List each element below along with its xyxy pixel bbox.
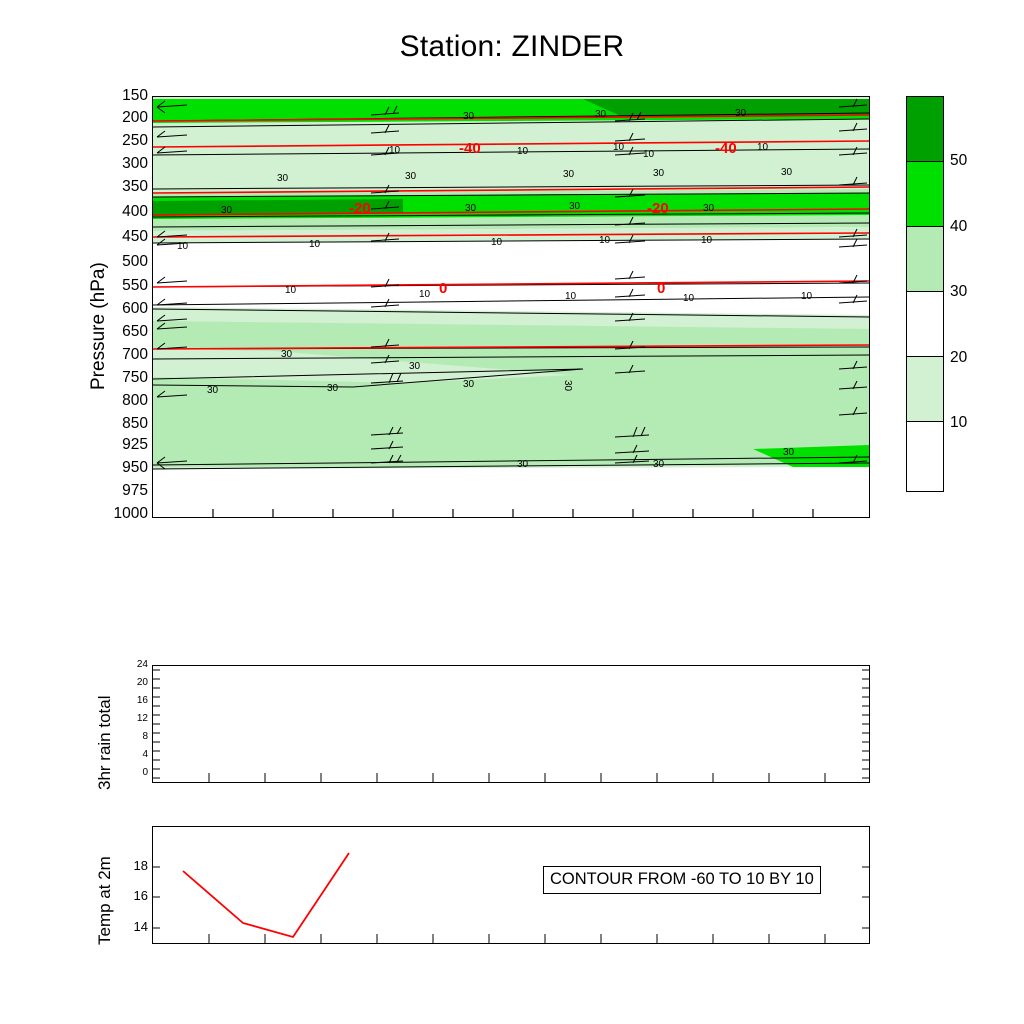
contour-note: CONTOUR FROM -60 TO 10 BY 10: [543, 866, 821, 894]
svg-text:10: 10: [491, 237, 503, 248]
svg-text:30: 30: [327, 383, 339, 394]
page-title: Station: ZINDER: [399, 30, 625, 63]
svg-text:-20: -20: [647, 200, 669, 217]
svg-text:0: 0: [439, 280, 448, 297]
svg-text:10: 10: [285, 285, 297, 296]
svg-text:30: 30: [463, 111, 475, 122]
svg-text:30: 30: [569, 201, 581, 212]
temp-tick-labels: [104, 826, 148, 944]
ytick-350: 350: [122, 178, 148, 195]
rain-ytick-20: 20: [136, 677, 148, 688]
colorbar-cell-below-10: [907, 422, 943, 491]
colorbar-cell-above-50: [907, 97, 943, 162]
svg-text:30: 30: [409, 361, 421, 372]
humidity-colorbar[interactable]: [906, 96, 944, 492]
svg-text:30: 30: [465, 203, 477, 214]
svg-text:10: 10: [309, 239, 321, 250]
colorbar-label-10: 10: [950, 414, 968, 431]
svg-text:10: 10: [701, 235, 713, 246]
colorbar-cell-40-50: [907, 162, 943, 227]
ytick-925: 925: [122, 436, 148, 453]
ytick-850: 850: [122, 415, 148, 432]
colorbar-label-40: 40: [950, 218, 968, 235]
svg-text:30: 30: [221, 205, 233, 216]
svg-text:30: 30: [653, 459, 665, 470]
ytick-600: 600: [122, 300, 148, 317]
ytick-450: 450: [122, 228, 148, 245]
rain-ytick-24: 24: [136, 659, 148, 670]
svg-text:-40: -40: [459, 140, 481, 157]
ytick-200: 200: [122, 109, 148, 126]
svg-text:10: 10: [419, 289, 431, 300]
svg-text:30: 30: [783, 447, 795, 458]
svg-text:30: 30: [653, 168, 665, 179]
ytick-550: 550: [122, 277, 148, 294]
rain-ytick-16: 16: [136, 695, 148, 706]
svg-text:30: 30: [207, 385, 219, 396]
svg-text:10: 10: [757, 142, 769, 153]
rain-total-plot[interactable]: [152, 665, 870, 783]
colorbar-label-30: 30: [950, 283, 968, 300]
svg-text:30: 30: [735, 108, 747, 119]
svg-text:30: 30: [405, 171, 417, 182]
svg-text:0: 0: [657, 280, 666, 297]
svg-text:30: 30: [277, 173, 289, 184]
temp-ytick-18: 18: [133, 858, 148, 873]
svg-text:-40: -40: [715, 140, 737, 157]
colorbar-cell-10-20: [907, 357, 943, 422]
pressure-tick-labels: [86, 87, 148, 522]
rain-ytick-12: 12: [136, 713, 148, 724]
svg-text:-20: -20: [349, 200, 371, 217]
ytick-300: 300: [122, 155, 148, 172]
colorbar-label-50: 50: [950, 152, 968, 169]
colorbar-label-20: 20: [950, 349, 968, 366]
svg-text:10: 10: [565, 291, 577, 302]
ytick-400: 400: [122, 203, 148, 220]
rain-ytick-4: 4: [142, 749, 148, 760]
colorbar-cell-30-40: [907, 227, 943, 292]
svg-text:10: 10: [643, 149, 655, 160]
pressure-axis-label: Pressure (hPa): [88, 262, 109, 390]
colorbar-tick-labels: [950, 96, 996, 492]
svg-text:10: 10: [613, 142, 625, 153]
vertical-cross-section-plot[interactable]: [152, 96, 870, 518]
svg-text:10: 10: [801, 291, 813, 302]
ytick-700: 700: [122, 346, 148, 363]
svg-text:30: 30: [563, 169, 575, 180]
ytick-650: 650: [122, 323, 148, 340]
temp-axis-label: Temp at 2m: [95, 856, 114, 945]
ytick-500: 500: [122, 253, 148, 270]
rain-ytick-8: 8: [142, 731, 148, 742]
ytick-750: 750: [122, 369, 148, 386]
svg-text:30: 30: [781, 167, 793, 178]
ytick-950: 950: [122, 459, 148, 476]
svg-text:30: 30: [703, 203, 715, 214]
rain-axis-label: 3hr rain total: [95, 695, 114, 790]
svg-text:30: 30: [281, 349, 293, 360]
svg-text:30: 30: [595, 109, 607, 120]
svg-text:30: 30: [562, 380, 573, 392]
temp-ytick-14: 14: [133, 919, 148, 934]
svg-text:10: 10: [599, 235, 611, 246]
rain-tick-labels: [104, 659, 148, 783]
temp-ytick-16: 16: [133, 888, 148, 903]
ytick-1000: 1000: [113, 505, 148, 522]
ytick-250: 250: [122, 132, 148, 149]
ytick-800: 800: [122, 392, 148, 409]
ytick-975: 975: [122, 482, 148, 499]
colorbar-cell-20-30: [907, 292, 943, 357]
rain-ytick-0: 0: [142, 767, 148, 778]
svg-text:30: 30: [517, 459, 529, 470]
ytick-150: 150: [122, 87, 148, 104]
svg-text:10: 10: [517, 146, 529, 157]
svg-text:10: 10: [177, 241, 189, 252]
svg-text:30: 30: [463, 379, 475, 390]
svg-text:10: 10: [683, 293, 695, 304]
svg-text:10: 10: [389, 145, 401, 156]
